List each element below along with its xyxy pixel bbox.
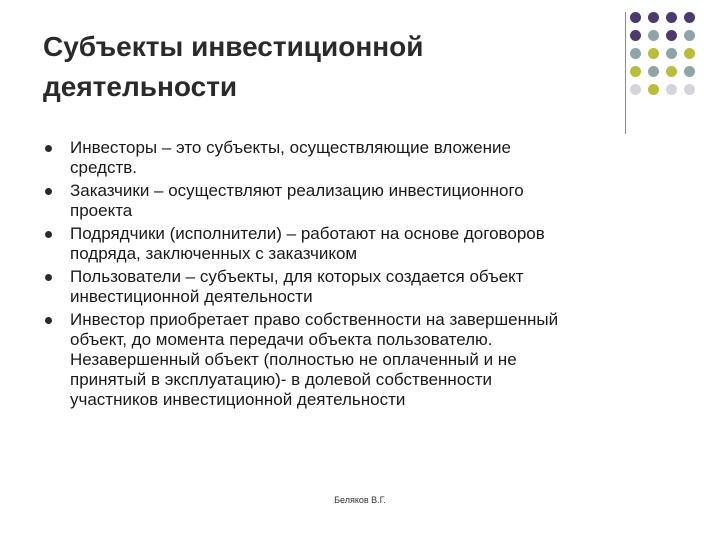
bullet-line: участников инвестиционной деятельности [70,390,406,409]
bullet-line: Заказчики – осуществляют реализацию инвестиционного [70,181,524,200]
bullet-line: подряда, заключенных с заказчиком [70,244,358,263]
bullet-dot-icon [45,231,52,238]
bullet-item-customers [45,181,685,221]
decorative-dot [666,66,677,77]
bullet-dot-icon [45,145,52,152]
bullet-item-ownership [45,310,685,410]
slide-title-line-1: Субъекты инвестиционной [43,31,424,62]
bullet-line: Инвесторы – это субъекты, осуществляющие вложение [70,138,511,157]
bullet-item-contractors [45,224,685,264]
decorative-dot-grid [630,12,702,108]
decorative-divider [625,12,626,134]
decorative-dot [666,84,677,95]
bullet-line: объект, до момента передачи объекта пользователю. [70,330,493,349]
decorative-dot [630,12,641,23]
decorative-dot [684,66,695,77]
slide-title-line-2: деятельности [43,71,238,102]
decorative-dot [684,48,695,59]
slide-title [43,27,603,107]
bullet-item-users [45,267,685,307]
decorative-dot [630,66,641,77]
bullet-line: инвестиционной деятельности [70,287,313,306]
decorative-dot [684,30,695,41]
bullet-dot-icon [45,274,52,281]
decorative-dot [630,30,641,41]
decorative-dot [648,84,659,95]
bullet-dot-icon [45,188,52,195]
decorative-dot [630,48,641,59]
decorative-dot [684,84,695,95]
bullet-line: Подрядчики (исполнители) – работают на основе договоров [70,224,545,243]
decorative-dot [648,48,659,59]
bullet-dot-icon [45,317,52,324]
footer-author: Беляков В.Г. [334,495,386,505]
decorative-dot [648,66,659,77]
decorative-dot [666,12,677,23]
bullet-list [45,138,685,413]
bullet-line: Инвестор приобретает право собственности на завершенный [70,310,559,329]
decorative-dot [666,48,677,59]
decorative-dot [684,12,695,23]
decorative-dot [666,30,677,41]
bullet-line: Незавершенный объект (полностью не оплаченный и не [70,350,517,369]
decorative-dot [630,84,641,95]
bullet-line: Пользователи – субъекты, для которых создается объект [70,267,524,286]
bullet-item-investors [45,138,685,178]
decorative-dot [648,30,659,41]
bullet-line: средств. [70,158,137,177]
bullet-line: принятый в эксплуатацию)- в долевой собственности [70,370,493,389]
bullet-line: проекта [70,201,133,220]
decorative-dot [648,12,659,23]
